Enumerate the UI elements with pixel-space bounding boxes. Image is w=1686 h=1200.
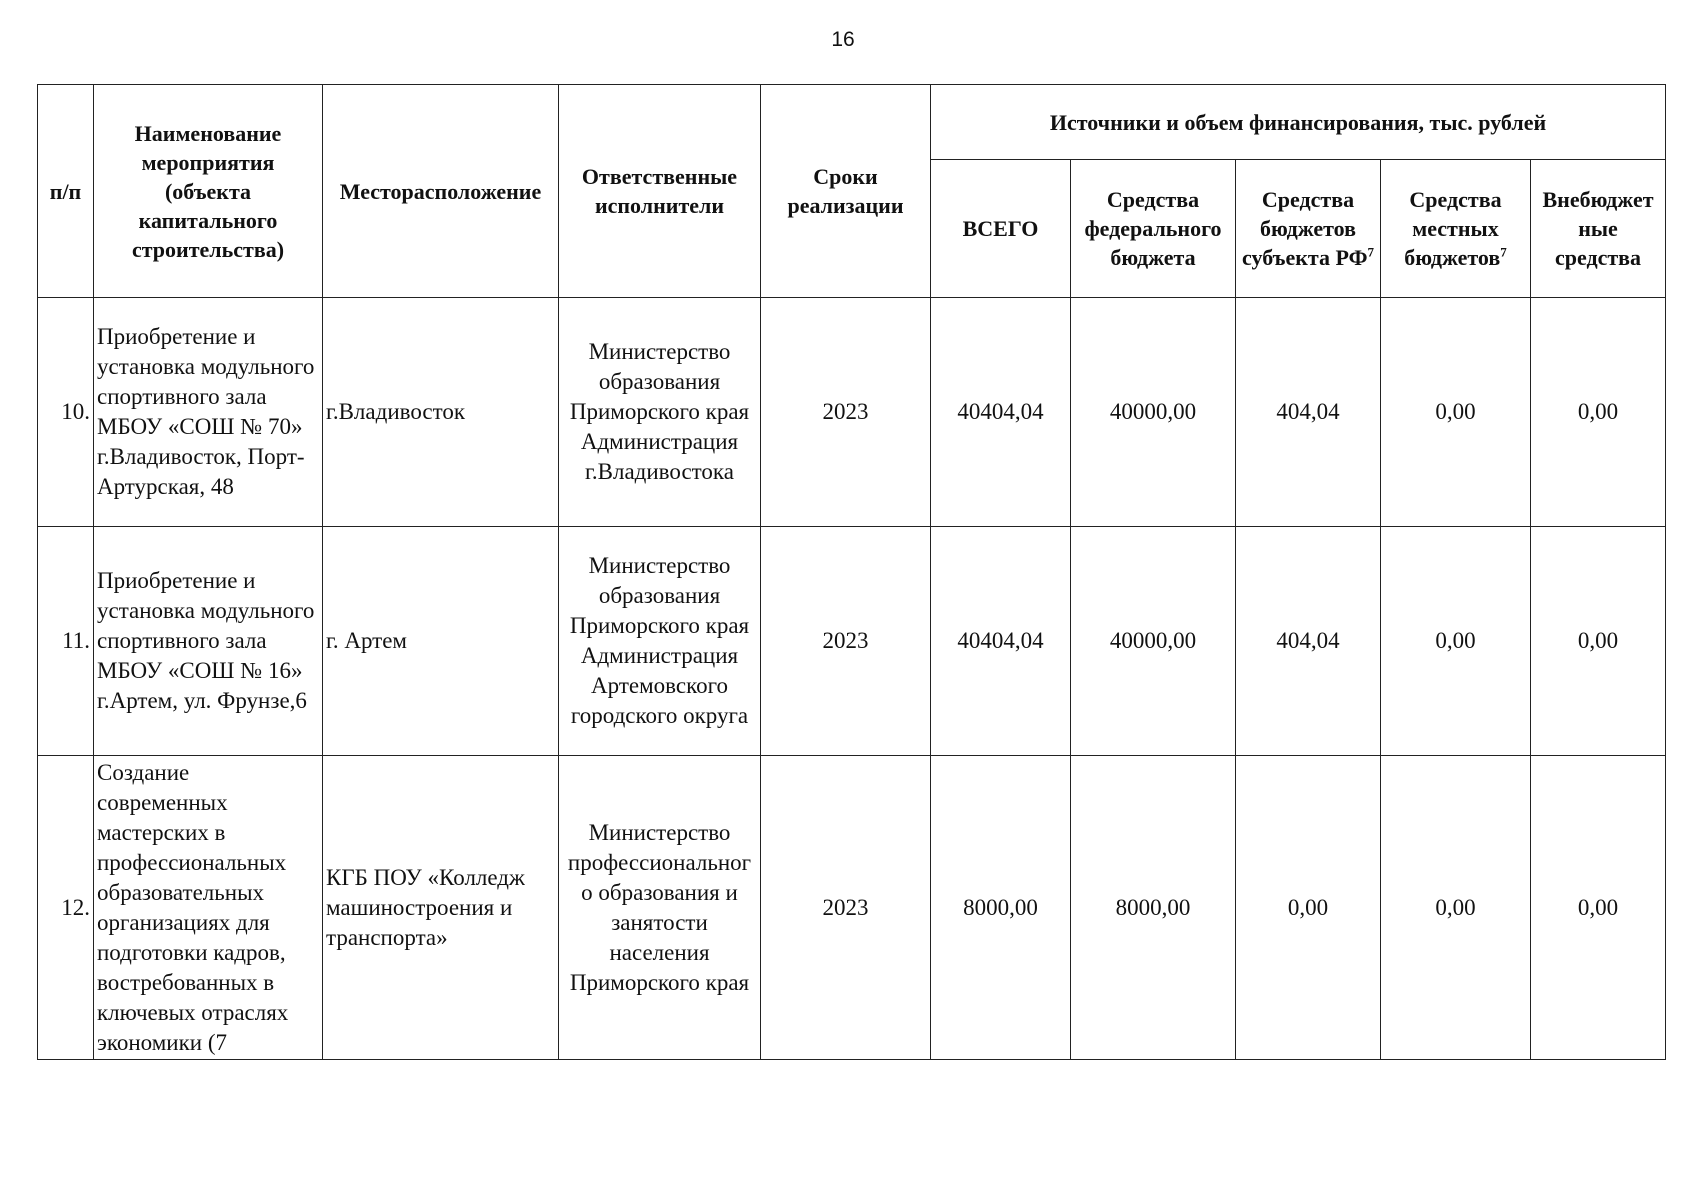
row-total: 8000,00 (931, 756, 1071, 1060)
row-extra: 0,00 (1531, 756, 1666, 1060)
row-location: г.Владивосток (323, 298, 559, 527)
row-responsible: Министерство образования Приморского края Администрация Артемовского городского округа (559, 527, 761, 756)
header-financing-group: Источники и объем финансирования, тыс. рублей (931, 85, 1666, 160)
table-row (38, 756, 1666, 1060)
header-subject-text: Средства бюджетов субъекта РФ (1242, 187, 1368, 270)
row-federal: 40000,00 (1071, 298, 1236, 527)
row-responsible: Министерство профессиональног о образования и занятости населения Приморского края (559, 756, 761, 1060)
row-total: 40404,04 (931, 527, 1071, 756)
header-local (1381, 160, 1531, 298)
row-term: 2023 (761, 756, 931, 1060)
table-row (38, 527, 1666, 756)
header-local-text: Средства местных бюджетов (1404, 187, 1502, 270)
row-subject: 404,04 (1236, 527, 1381, 756)
header-federal: Средства федерального бюджета (1071, 160, 1236, 298)
row-location: КГБ ПОУ «Колледж машиностроения и транспорта» (323, 756, 559, 1060)
row-local: 0,00 (1381, 298, 1531, 527)
row-federal: 40000,00 (1071, 527, 1236, 756)
row-location: г. Артем (323, 527, 559, 756)
footnote-mark: 7 (1500, 244, 1507, 260)
row-extra: 0,00 (1531, 527, 1666, 756)
header-row-1 (38, 85, 1666, 160)
row-name: Приобретение и установка модульного спортивного зала МБОУ «СОШ № 16» г.Артем, ул. Фрунзе,6 (94, 527, 323, 756)
row-local: 0,00 (1381, 756, 1531, 1060)
financing-table (37, 84, 1666, 1060)
row-name: Приобретение и установка модульного спортивного зала МБОУ «СОШ № 70» г.Владивосток, Порт-Артурская, 48 (94, 298, 323, 527)
row-local: 0,00 (1381, 527, 1531, 756)
header-num: п/п (38, 85, 94, 298)
table-row (38, 298, 1666, 527)
row-subject: 404,04 (1236, 298, 1381, 527)
row-federal: 8000,00 (1071, 756, 1236, 1060)
row-extra: 0,00 (1531, 298, 1666, 527)
page-number: 16 (831, 28, 855, 51)
header-extra: Внебюджет ные средства (1531, 160, 1666, 298)
row-subject: 0,00 (1236, 756, 1381, 1060)
row-num: 12. (38, 756, 94, 1060)
row-total: 40404,04 (931, 298, 1071, 527)
header-name: Наименование мероприятия (объекта капитального строительства) (94, 85, 323, 298)
row-num: 10. (38, 298, 94, 527)
footnote-mark: 7 (1367, 244, 1374, 260)
row-num: 11. (38, 527, 94, 756)
row-name: Создание современных мастерских в профессиональных образовательных организациях для подготовки кадров, востребованных в ключевых отраслях экономики (7 (94, 756, 323, 1060)
header-terms: Сроки реализации (761, 85, 931, 298)
header-subject (1236, 160, 1381, 298)
header-total: ВСЕГО (931, 160, 1071, 298)
header-responsible: Ответственные исполнители (559, 85, 761, 298)
row-term: 2023 (761, 298, 931, 527)
header-location: Месторасположение (323, 85, 559, 298)
row-term: 2023 (761, 527, 931, 756)
row-responsible: Министерство образования Приморского края Администрация г.Владивостока (559, 298, 761, 527)
